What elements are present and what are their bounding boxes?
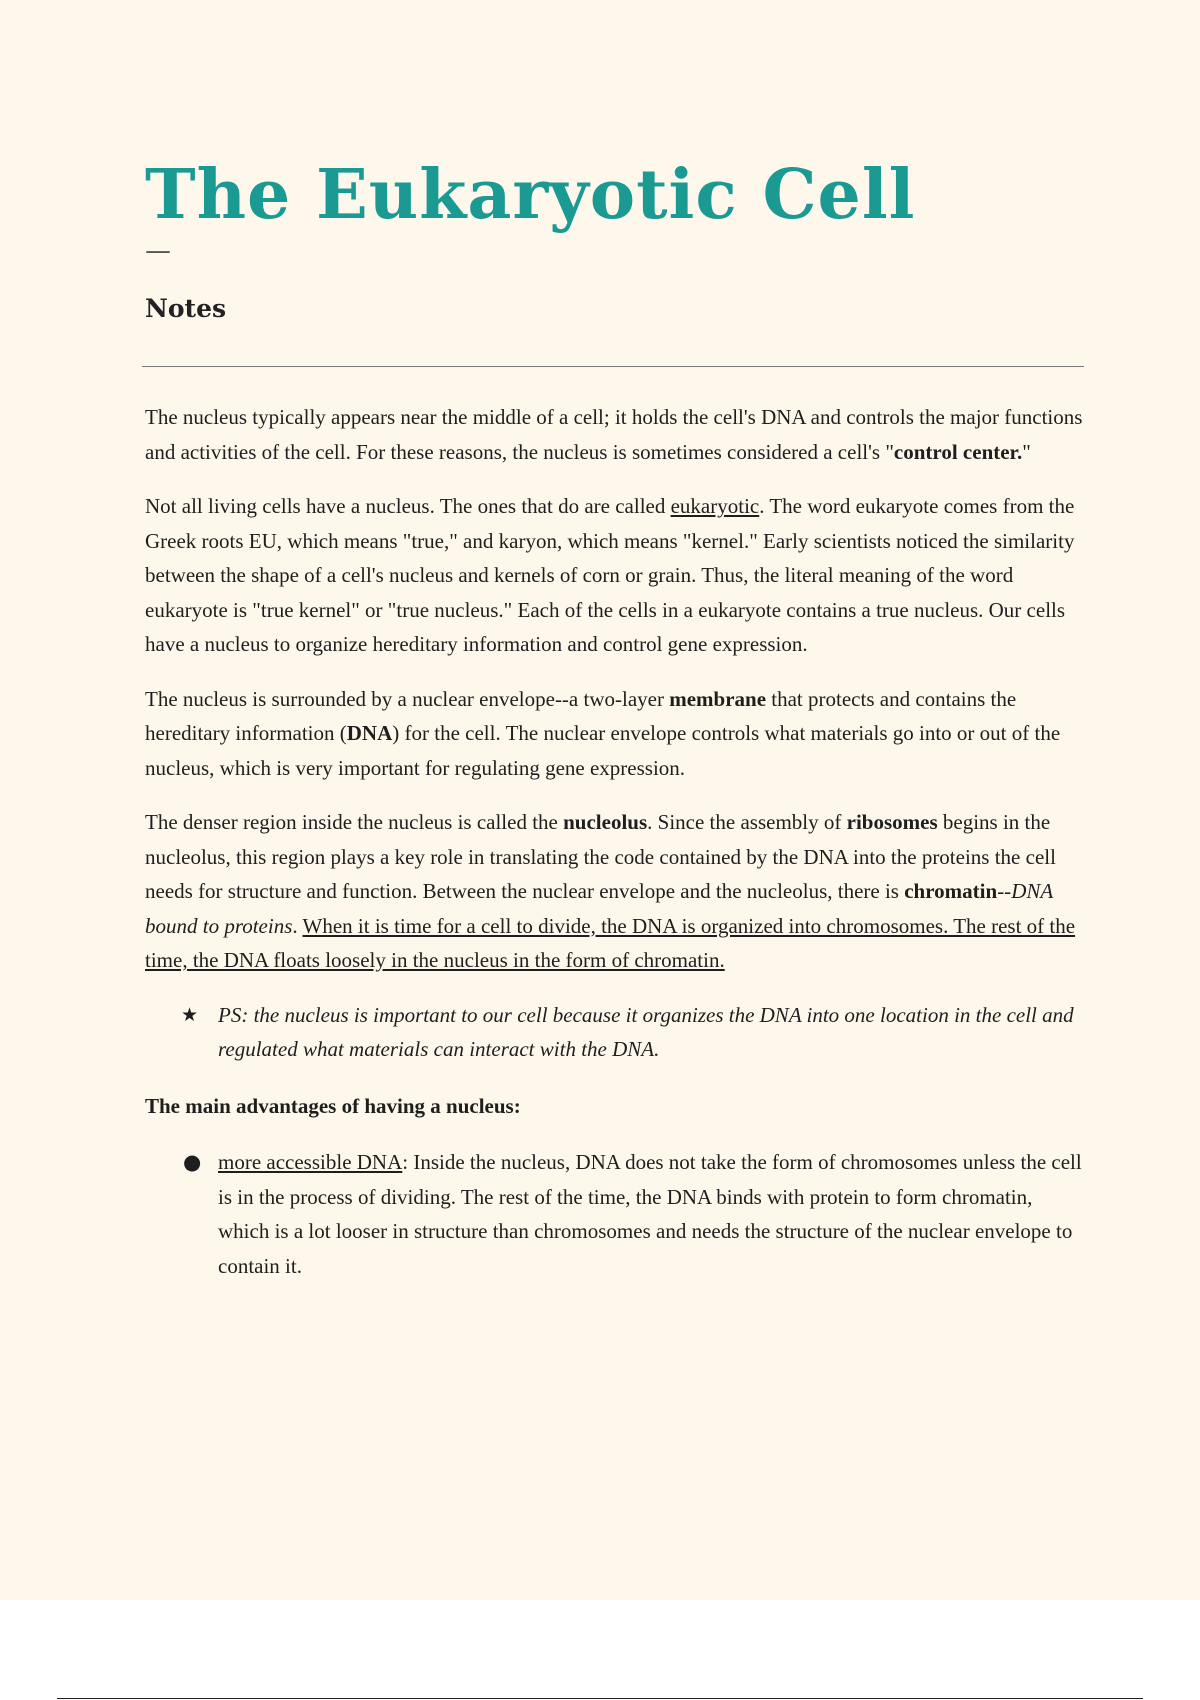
paragraph-text: . The word eukaryote comes from the Greek roots EU, which means "true," and karyon, which means "kernel." Early scientists noticed the similarity between the shape of a cell's nucleus and kernels of corn or grain. Thus, the literal meaning of the word eukaryote is "true kernel" or "true nucleus." Each of the cells in a eukaryote contains a true nucleus. Our cells have a nucleus to organize hereditary information and control gene expression. [145, 494, 1075, 656]
page-bottom-divider [57, 1698, 1143, 1699]
paragraph-text: ) for the cell. The nuclear envelope controls what materials go into or out of the nucleus, which is very important for regulating gene expression. [145, 721, 1061, 780]
underlined-term-accessible-dna: more accessible DNA [218, 1150, 403, 1174]
italic-definition: DNA bound to proteins [145, 879, 1053, 938]
bold-term-ribosomes: ribosomes [846, 810, 938, 834]
paragraph-nucleolus [145, 805, 1085, 978]
star-icon: ★ [181, 1003, 199, 1026]
list-item [145, 1145, 1085, 1283]
paragraph-text: The nucleus typically appears near the middle of a cell; it holds the cell's DNA and controls the major functions and activities of the cell. For these reasons, the nucleus is sometimes considered a cell's " [145, 405, 1083, 464]
bold-term-dna: DNA [346, 721, 393, 745]
list-item-text: : Inside the nucleus, DNA does not take the form of chromosomes unless the cell is in the process of dividing. The rest of the time, the DNA binds with protein to form chromatin, which is a lot looser in structure than chromosomes and needs the structure of the nuclear envelope to contain it. [218, 1150, 1082, 1278]
title-dash: — [145, 236, 171, 266]
underlined-sentence-chromosomes: When it is time for a cell to divide, the DNA is organized into chromosomes. The rest of the time, the DNA floats loosely in the nucleus in the form of chromatin. [145, 913, 1076, 972]
paragraph-text: . Since the assembly of [647, 810, 847, 834]
paragraph-control-center [145, 400, 1085, 469]
advantages-list [145, 1145, 1085, 1283]
notes-body [145, 400, 1085, 1283]
paragraph-text: . [292, 913, 303, 938]
advantages-heading: The main advantages of having a nucleus: [145, 1093, 521, 1118]
bold-term-chromatin: chromatin [904, 879, 998, 903]
bold-term-membrane: membrane [669, 686, 767, 711]
paragraph-text: begins in the nucleolus, this region plays a key role in translating the code contained by the DNA into the proteins the cell needs for structure and function. Between the nuclear envelope and the nucleolus, there is [145, 810, 1056, 903]
paragraph-text: that protects and contains the hereditary information ( [145, 686, 1017, 745]
paragraph-eukaryotic [145, 489, 1085, 662]
ps-text: PS: the nucleus is important to our cell because it organizes the DNA into one location in the cell and regulated what materials can interact with the DNA. [218, 1002, 1074, 1061]
page-title: The Eukaryotic Cell [145, 155, 916, 235]
bullet-icon: ● [183, 1150, 202, 1174]
paragraph-text: Not all living cells have a nucleus. The ones that do are called [145, 494, 671, 518]
paragraph-text: The denser region inside the nucleus is called the [145, 810, 564, 834]
paragraph-text: -- [997, 879, 1012, 903]
section-divider [142, 366, 1084, 367]
document-header [145, 150, 1085, 324]
underlined-term-eukaryotic: eukaryotic [670, 494, 760, 518]
ps-note [145, 998, 1085, 1067]
paragraph-text: The nucleus is surrounded by a nuclear envelope--a two-layer [145, 686, 670, 711]
bold-term-nucleolus: nucleolus [563, 810, 648, 834]
section-title: Notes [145, 294, 227, 323]
paragraph-nuclear-envelope [145, 682, 1085, 786]
bold-term-control-center: control center. [893, 439, 1023, 464]
paragraph-text: " [1022, 439, 1031, 464]
